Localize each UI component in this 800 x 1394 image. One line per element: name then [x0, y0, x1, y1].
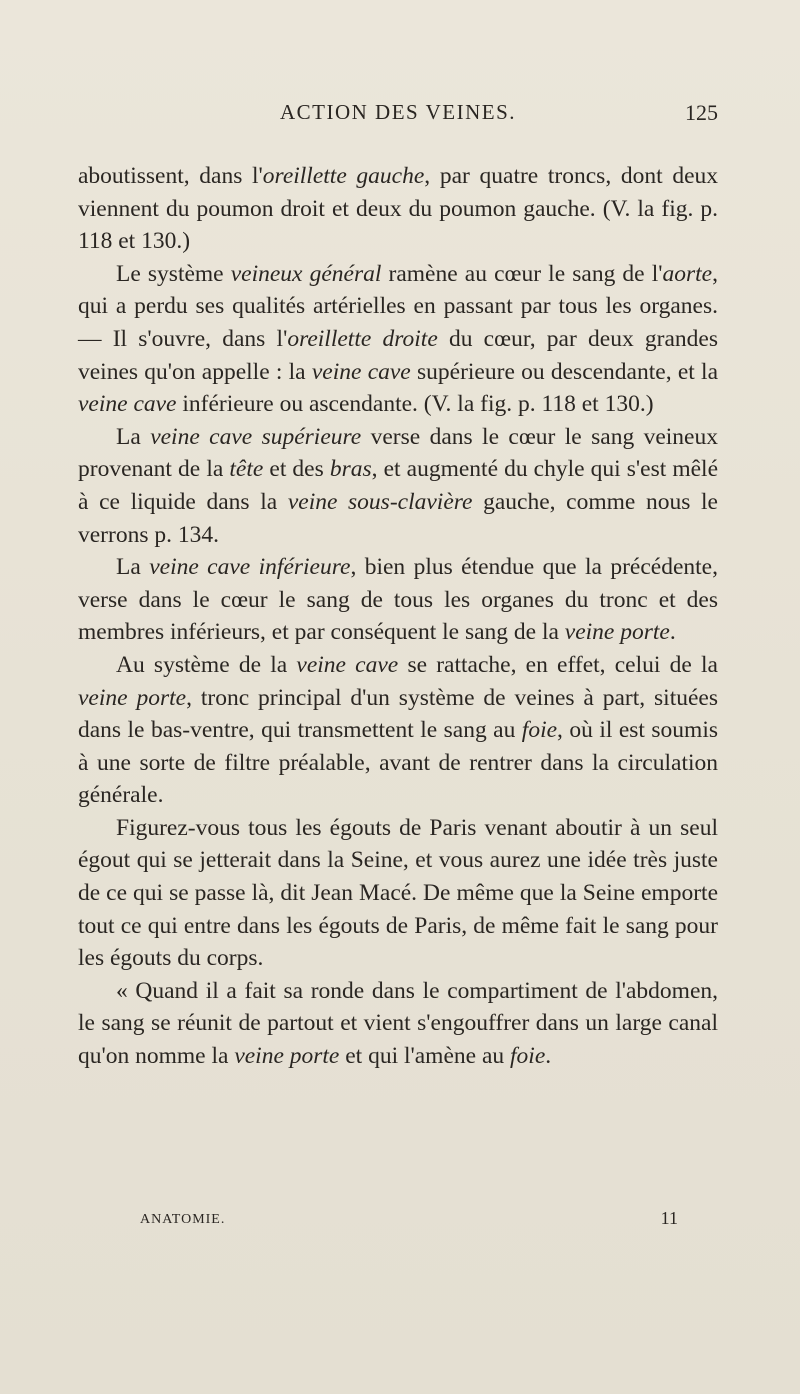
text-run: « Quand il a fait sa ronde dans le compartiment de l'abdomen, le sang se réunit de partout et vient s'engouffrer dans un large canal qu'on nomme la — [78, 977, 718, 1070]
page-number: 125 — [685, 100, 718, 125]
text-run: , et augmenté du chyle qui s'est mêlé à ce liquide dans la — [78, 456, 718, 515]
italic-term: aorte — [662, 260, 713, 287]
paragraph — [78, 160, 718, 258]
paragraph — [78, 812, 718, 975]
italic-term: veine cave — [296, 651, 399, 678]
text-run: du cœur, par deux grandes veines qu'on appelle : la — [78, 325, 718, 385]
italic-term: veine porte — [564, 619, 670, 646]
paragraph — [78, 649, 718, 812]
text-run: verse dans le cœur le sang veineux provenant de la — [78, 423, 718, 483]
italic-term: oreillette droite — [287, 325, 438, 352]
text-run: ramène au cœur le sang de l' — [381, 260, 663, 287]
italic-term: bras — [329, 456, 372, 483]
page-footer — [78, 1208, 718, 1238]
text-run: , bien plus étendue que la précédente, verse dans le cœur le sang de tous les organes du tronc et des membres inférieurs, et par conséquent le sang de la — [78, 554, 718, 646]
body-text — [78, 160, 718, 1073]
sheet-number: 11 — [660, 1208, 678, 1228]
paragraph — [78, 551, 718, 649]
text-run: , par quatre troncs, dont deux viennent du poumon droit et deux du poumon gauche. (V. la fig. p. 118 et 130.) — [78, 163, 718, 255]
italic-term: veine cave inférieure — [149, 554, 351, 581]
italic-term: tête — [229, 456, 264, 483]
text-run: Le système — [116, 260, 231, 287]
text-run: et qui l'amène au — [339, 1043, 511, 1070]
printer-signature: ANATOMIE. — [140, 1212, 226, 1227]
italic-term: veine cave — [78, 391, 177, 418]
text-run: . — [669, 619, 676, 646]
paragraph — [78, 258, 718, 421]
text-run: Au système de la — [116, 651, 297, 678]
text-run: gauche, comme nous le verrons p. 134. — [78, 488, 718, 548]
text-run: , où il est soumis à une sorte de filtre préalable, avant de rentrer dans la circulation générale. — [78, 717, 718, 809]
italic-term: veineux général — [230, 260, 382, 287]
text-run: La — [116, 554, 150, 581]
italic-term: veine sous-clavière — [287, 488, 473, 515]
italic-term: veine cave — [311, 358, 411, 385]
paragraph — [78, 975, 718, 1073]
text-run: , tronc principal d'un système de veines à part, situées dans le bas-ventre, qui transmettent le sang au — [78, 684, 718, 744]
italic-term: veine porte — [78, 684, 187, 711]
text-run: . — [545, 1043, 552, 1070]
text-run: et des — [263, 456, 330, 483]
running-head: ACTION DES VEINES. — [279, 100, 517, 124]
italic-term: veine porte — [234, 1043, 340, 1070]
text-run: supérieure ou descendante, et la — [410, 358, 718, 385]
italic-term: foie — [510, 1043, 546, 1070]
italic-term: veine cave supérieure — [150, 423, 362, 450]
text-run: La — [116, 423, 151, 450]
italic-term: foie — [521, 717, 558, 744]
text-run: inférieure ou ascendante. (V. la fig. p. 118 et 130.) — [176, 391, 654, 418]
italic-term: oreillette gauche — [262, 163, 425, 189]
paragraph — [78, 421, 718, 551]
page-header — [78, 100, 718, 136]
text-run: se rattache, en effet, celui de la — [398, 651, 718, 678]
text-run: Figurez-vous tous les égouts de Paris venant aboutir à un seul égout qui se jetterait dans la Seine, et vous aurez une idée très juste de ce qui se passe là, dit Jean Macé. De même que la Seine emporte tout ce qui entre dans les égouts de Paris, de même fait le sang pour les égouts du corps. — [78, 814, 718, 972]
text-run: aboutissent, dans l' — [78, 163, 263, 189]
text-run: , qui a perdu ses qualités artérielles en passant par tous les organes. — Il s'ouvre, dans l' — [78, 260, 718, 352]
